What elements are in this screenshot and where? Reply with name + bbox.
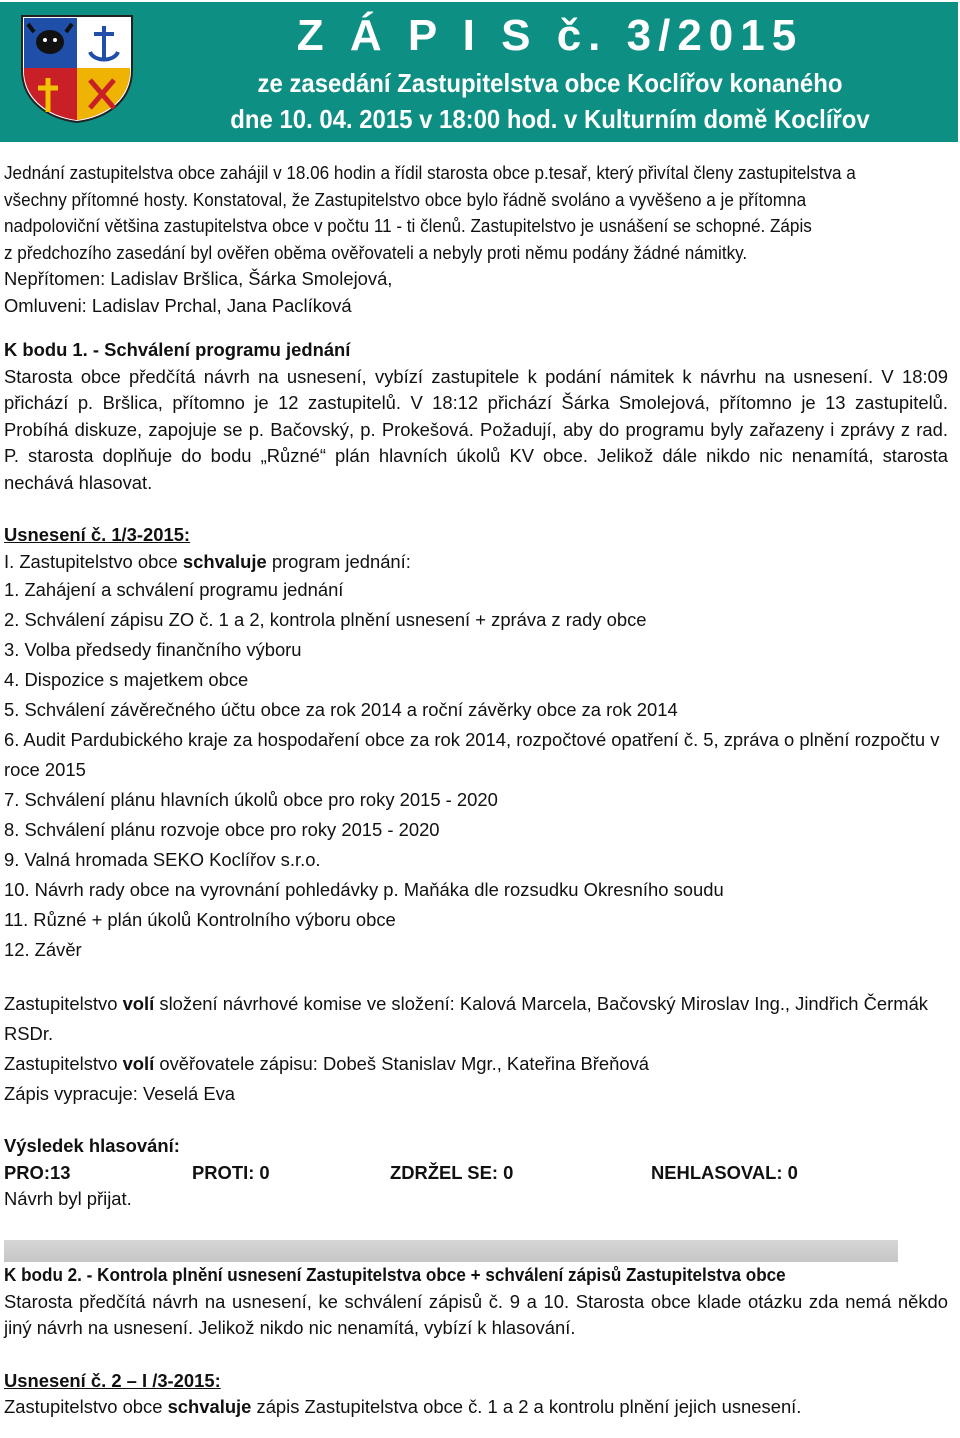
resolution2-approval: Zastupitelstvo obce schvaluje zápis Zastupitelstva obce č. 1 a 2 a kontrolu plnění jejich usnesení. xyxy=(4,1396,802,1417)
excused-members: Omluveni: Ladislav Prchal, Jana Paclíková xyxy=(4,294,352,316)
intro-line: všechny přítomné hosty. Konstatoval, že Zastupitelstvo obce bylo řádně svoláno a vyvěšeno a je přítomna xyxy=(4,188,807,210)
agenda-item: 10. Návrh rady obce na vyrovnání pohledávky p. Maňáka dle rozsudku Okresního soudu xyxy=(4,879,724,900)
document-subtitle-line1: ze zasedání Zastupitelstva obce Koclířov konaného xyxy=(257,68,843,98)
absent-members: Nepřítomen: Ladislav Bršlica, Šárka Smolejová, xyxy=(4,268,393,289)
vote-title: Výsledek hlasování: xyxy=(4,1135,180,1156)
coat-of-arms-icon xyxy=(18,12,136,124)
document-body xyxy=(4,160,948,1421)
item1-text: Starosta obce předčítá návrh na usnesení, vybízí zastupitele k podání námitek k návrhu na usnesení. V 18:09 přichází p. Bršlica, přítomno je 12 zastupitelů. V 18:12 přichází Šárka Smolejová, přítomno je 13 zastupitelů. Probíhá diskuze, zapojuje se p. Bačovský, p. Prokešová. Požadují, aby do programu byly zařazeny i zprávy z rad. P. starosta doplňuje do bodu „Různé“ plán hlavních úkolů KV obce. Jelikož dále nikdo nic nenamítá, starosta nechává hlasovat. xyxy=(4,365,948,493)
intro-line: nadpoloviční většina zastupitelstva obce v počtu 11 - ti členů. Zastupitelstvo je usnášení se schopné. Zápis xyxy=(4,215,812,236)
resolution2-title: Usnesení č. 2 – I /3-2015: xyxy=(4,1369,221,1391)
vote-proti: PROTI: 0 xyxy=(192,1161,270,1183)
vote-pro: PRO:13 xyxy=(4,1161,71,1183)
item2-heading: K bodu 2. - Kontrola plnění usnesení Zastupitelstva obce + schválení zápisů Zastupitelstva obce xyxy=(4,1264,786,1285)
agenda-item: 1. Zahájení a schválení programu jednání xyxy=(4,579,344,600)
committee-election: Zastupitelstvo volí složení návrhové komise ve složení: Kalová Marcela, Bačovský Miroslav Ing., Jindřich Čermák RSDr. xyxy=(4,993,929,1044)
resolution1-approval: I. Zastupitelstvo obce schvaluje program jednání: xyxy=(4,550,411,572)
agenda-list xyxy=(4,575,948,965)
agenda-item: 3. Volba předsedy finančního výboru xyxy=(4,639,302,660)
vote-result: Návrh byl přijat. xyxy=(4,1187,132,1209)
agenda-item: 11. Různé + plán úkolů Kontrolního výboru obce xyxy=(4,909,396,930)
document-subtitle-line2: dne 10. 04. 2015 v 18:00 hod. v Kulturním domě Koclířov xyxy=(230,104,870,134)
vote-results xyxy=(4,1160,948,1186)
recorder: Zápis vypracuje: Veselá Eva xyxy=(4,1083,236,1104)
resolution1-title: Usnesení č. 1/3-2015: xyxy=(4,524,191,545)
verifiers-election: Zastupitelstvo volí ověřovatele zápisu: Dobeš Stanislav Mgr., Kateřina Břeňová xyxy=(4,1053,650,1074)
item2-text: Starosta předčítá návrh na usnesení, ke schválení zápisů č. 9 a 10. Starosta obce klade otázku zda nemá někdo jiný návrh na usnesení. Jelikož nikdo nic nenamítá, vybízí k hlasování. xyxy=(4,1290,948,1338)
vote-zdrzel: ZDRŽEL SE: 0 xyxy=(390,1161,514,1183)
document-title: Z Á P I S č. 3/2015 xyxy=(296,11,804,60)
agenda-item: 4. Dispozice s majetkem obce xyxy=(4,669,249,690)
item1-heading: K bodu 1. - Schválení programu jednání xyxy=(4,339,351,360)
intro-line: z předchozího zasedání byl ověřen oběma ověřovateli a nebyly proti němu podány žádné námitky. xyxy=(4,241,748,263)
agenda-item: 2. Schválení zápisu ZO č. 1 a 2, kontrola plnění usnesení + zpráva z rady obce xyxy=(4,609,647,630)
vote-nehlasoval: NEHLASOVAL: 0 xyxy=(651,1161,798,1183)
agenda-item: 12. Závěr xyxy=(4,939,82,960)
intro-line: Jednání zastupitelstva obce zahájil v 18.06 hodin a řídil starosta obce p.tesař, který přivítal členy zastupitelstva a xyxy=(4,162,856,183)
section-divider xyxy=(4,1240,898,1262)
document-header xyxy=(0,0,960,150)
agenda-item: 9. Valná hromada SEKO Koclířov s.r.o. xyxy=(4,849,321,870)
agenda-item: 6. Audit Pardubického kraje za hospodaření obce za rok 2014, rozpočtové opatření č. 5, zpráva o plnění rozpočtu v roce 2015 xyxy=(4,729,940,780)
agenda-item: 5. Schválení závěrečného účtu obce za rok 2014 a roční závěrky obce za rok 2014 xyxy=(4,699,678,720)
agenda-item: 7. Schválení plánu hlavních úkolů obce pro roky 2015 - 2020 xyxy=(4,789,498,810)
agenda-item: 8. Schválení plánu rozvoje obce pro roky 2015 - 2020 xyxy=(4,819,440,840)
